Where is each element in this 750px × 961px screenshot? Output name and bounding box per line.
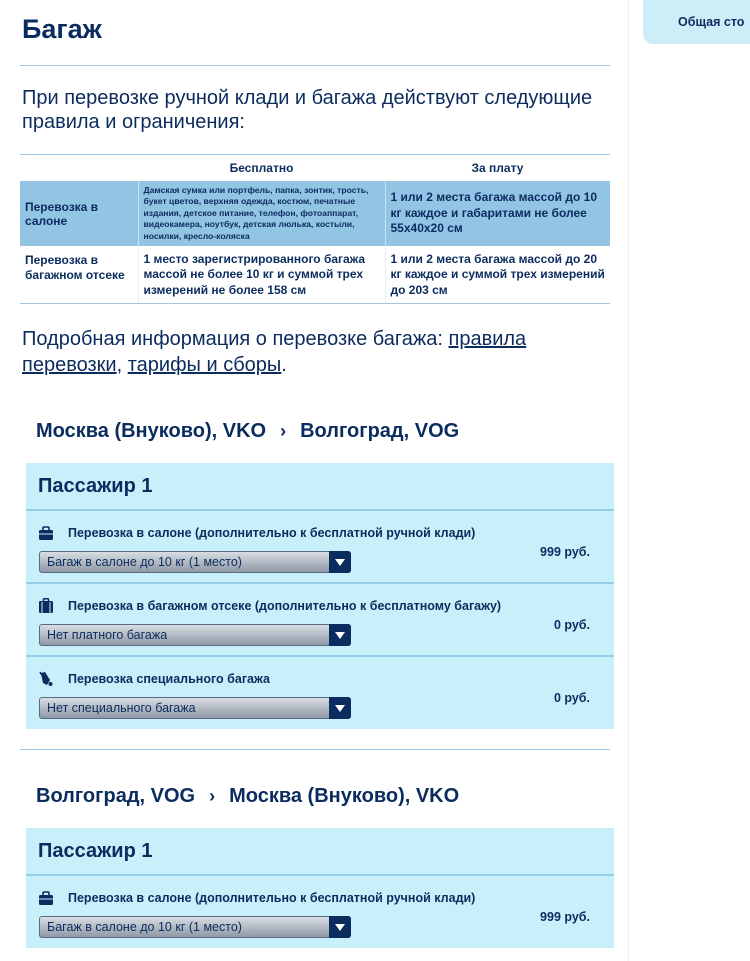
chevron-down-icon[interactable] xyxy=(329,624,351,646)
cabin-free-cell: Дамская сумка или портфель, папка, зонтик, трость, букет цветов, верхняя одежда, костюм, печатные издания, детское питание, телефон, фотоаппарат, видеокамера, ноутбук, детская люлька, костыли, носилки, кресло-коляска xyxy=(138,181,385,246)
special-baggage-select[interactable] xyxy=(39,697,351,719)
baggage-option-label xyxy=(38,598,501,614)
baggage-option xyxy=(26,657,614,729)
cabin-bag-icon xyxy=(38,525,54,541)
select-value: Багаж в салоне до 10 кг (1 место) xyxy=(47,555,242,570)
total-summary-label: Общая сто xyxy=(678,15,745,29)
table-row xyxy=(20,181,610,246)
tariffs-link[interactable]: тарифы и сборы xyxy=(127,354,282,377)
chevron-down-icon[interactable] xyxy=(329,697,351,719)
route-header xyxy=(36,781,610,811)
passenger-card xyxy=(26,828,614,948)
hold-baggage-select[interactable] xyxy=(39,624,351,646)
route-arrow-icon: › xyxy=(209,786,216,807)
title-divider xyxy=(20,65,610,66)
passenger-title: Пассажир 1 xyxy=(26,828,614,876)
baggage-option xyxy=(26,876,614,948)
option-title: Перевозка специального багажа xyxy=(68,672,270,687)
chevron-down-icon[interactable] xyxy=(329,916,351,938)
baggage-option-label xyxy=(38,671,270,687)
segment-divider xyxy=(20,749,610,750)
chevron-down-icon[interactable] xyxy=(329,551,351,573)
select-value: Нет платного багажа xyxy=(47,628,168,643)
more-info-text xyxy=(22,326,610,378)
option-price: 999 руб. xyxy=(540,545,590,560)
cabin-baggage-select[interactable] xyxy=(39,551,351,573)
baggage-option-label xyxy=(38,525,475,541)
carriage-rules-link[interactable]: правила перевозки xyxy=(22,328,527,377)
select-value: Нет специального багажа xyxy=(47,701,196,716)
suitcase-icon xyxy=(38,598,54,614)
baggage-main xyxy=(20,0,610,948)
page-title: Багаж xyxy=(22,14,102,44)
cabin-baggage-select[interactable] xyxy=(39,916,351,938)
route-arrow-icon: › xyxy=(280,421,287,442)
total-summary-tab[interactable] xyxy=(643,0,750,44)
more-info-suffix: . xyxy=(281,354,287,377)
route-origin: Волгоград, VOG xyxy=(36,785,196,808)
route-destination: Москва (Внуково), VKO xyxy=(229,785,460,808)
more-info-prefix: Подробная информация о перевозке багажа: xyxy=(22,328,449,351)
sidebar-divider xyxy=(628,0,629,961)
baggage-option xyxy=(26,511,614,584)
option-title: Перевозка в салоне (дополнительно к бесплатной ручной клади) xyxy=(68,526,476,541)
table-header-empty xyxy=(20,155,138,182)
hold-paid-cell: 1 или 2 места багажа массой до 20 кг каждое и суммой трех измерений до 203 см xyxy=(385,246,610,304)
passenger-title: Пассажир 1 xyxy=(26,463,614,511)
table-header-paid: За плату xyxy=(385,155,610,182)
route-destination: Волгоград, VOG xyxy=(300,420,460,443)
baggage-option-label xyxy=(38,890,475,906)
hold-free-cell: 1 место зарегистрированного багажа массой не более 10 кг и суммой трех измерений не более 158 см xyxy=(138,246,385,304)
intro-text: При перевозке ручной клади и багажа действуют следующие правила и ограничения: xyxy=(22,87,593,133)
route-origin: Москва (Внуково), VKO xyxy=(36,420,267,443)
option-price: 999 руб. xyxy=(540,910,590,925)
special-baggage-icon xyxy=(38,671,54,687)
option-title: Перевозка в багажном отсеке (дополнительно к бесплатному багажу) xyxy=(68,599,502,614)
select-value: Багаж в салоне до 10 кг (1 место) xyxy=(47,920,242,935)
table-header-free: Бесплатно xyxy=(138,155,385,182)
route-header xyxy=(36,416,610,446)
table-header-row xyxy=(20,155,610,182)
table-row xyxy=(20,246,610,304)
cabin-paid-cell: 1 или 2 места багажа массой до 10 кг каждое и габаритами не более 55х40х20 см xyxy=(385,181,610,246)
row-label-hold: Перевозка в багажном отсеке xyxy=(20,246,138,304)
cabin-bag-icon xyxy=(38,890,54,906)
more-info-comma: , xyxy=(116,354,128,377)
option-price: 0 руб. xyxy=(553,691,590,706)
row-label-cabin: Перевозка в салоне xyxy=(20,181,138,246)
baggage-option xyxy=(26,584,614,657)
baggage-rules-table xyxy=(20,154,610,304)
option-title: Перевозка в салоне (дополнительно к бесплатной ручной клади) xyxy=(68,891,476,906)
option-price: 0 руб. xyxy=(553,618,590,633)
passenger-card xyxy=(26,463,614,729)
